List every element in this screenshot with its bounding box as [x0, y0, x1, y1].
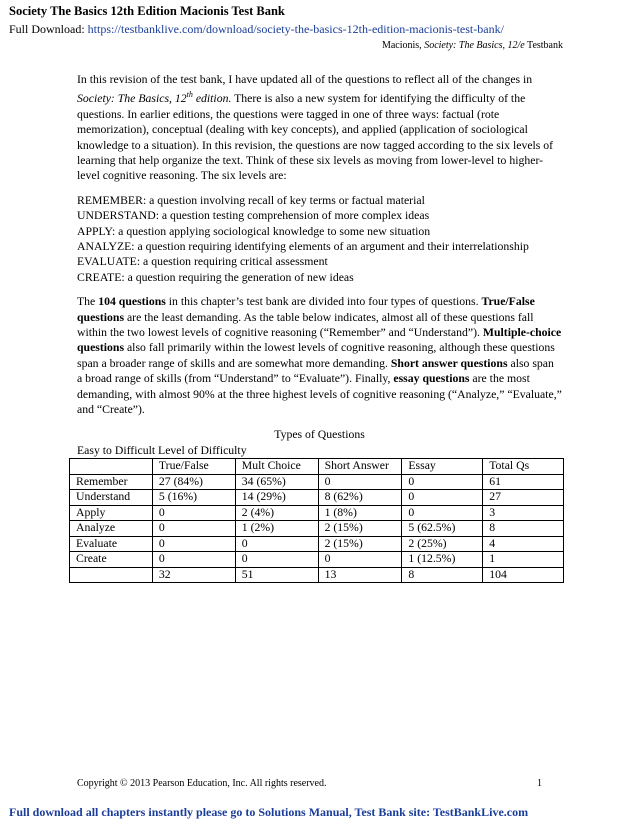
table-cell: 0	[318, 552, 402, 568]
table-cell: 1 (2%)	[235, 521, 318, 537]
header-cell: Total Qs	[483, 459, 564, 475]
table-cell: 1 (12.5%)	[402, 552, 483, 568]
table-cell: 0	[152, 536, 235, 552]
table-cell: 2 (15%)	[318, 536, 402, 552]
table-cell: 51	[235, 567, 318, 583]
download-banner[interactable]: Full download all chapters instantly please go to Solutions Manual, Test Bank site: TestBankLive.com	[9, 805, 529, 819]
header-cell: Mult Choice	[235, 459, 318, 475]
header-cell: Essay	[402, 459, 483, 475]
summary-bold: essay questions	[393, 372, 470, 386]
table-cell	[70, 567, 153, 583]
table-cell: 32	[152, 567, 235, 583]
table-cell: Evaluate	[70, 536, 153, 552]
page-body	[77, 72, 562, 583]
intro-text-1: In this revision of the test bank, I have updated all of the questions to reflect all of the changes in	[77, 73, 533, 86]
running-book: Society: The Basics, 12/e	[424, 40, 525, 51]
table-cell: Create	[70, 552, 153, 568]
intro-book-name: Society: The Basics, 12	[77, 92, 187, 106]
level-item: REMEMBER: a question involving recall of key terms or factual material	[77, 193, 425, 207]
download-line	[9, 22, 504, 37]
table-cell: 8 (62%)	[318, 490, 402, 506]
table-row	[70, 474, 564, 490]
summary-text: are the least demanding. As the table below indicates, almost all of these questions fall within the two lowest levels of cognitive reasoning (“Remember” and “Understand”).	[77, 310, 534, 339]
running-suffix: Testbank	[524, 40, 563, 51]
summary-bold: True/False questions	[77, 295, 535, 324]
table-cell: Analyze	[70, 521, 153, 537]
header-cell: Short Answer	[318, 459, 402, 475]
summary-paragraph	[77, 294, 562, 417]
table-cell: 3	[483, 505, 564, 521]
table-cell: 2 (25%)	[402, 536, 483, 552]
table-cell: 8	[483, 521, 564, 537]
table-cell: 5 (16%)	[152, 490, 235, 506]
summary-text: are the most demanding, with almost 90% at the three highest levels of cognitive reasoning (“Analyze,” “Evaluate,” and “Create”).	[77, 372, 562, 417]
table-cell: 104	[483, 567, 564, 583]
table-total-row	[70, 567, 564, 583]
table-cell: 0	[402, 474, 483, 490]
table-cell: 1 (8%)	[318, 505, 402, 521]
level-item: EVALUATE: a question requiring critical assessment	[77, 255, 328, 269]
summary-bold: Short answer questions	[390, 356, 508, 370]
table-row	[70, 505, 564, 521]
intro-text-2: There is also a new system for identifying the difficulty of the questions. In earlier editions, the questions were tagged in one of three ways: factual (rote memorization), conceptual (dealing with key concepts), and applied (application of sociological knowledge to a situation). In this revision, the questions are now tagged according to the six levels of learning that help organize the text. Think of these six levels as moving from lower-level to higher-level cognitive reasoning. The six levels are:	[77, 92, 554, 183]
table-cell: 34 (65%)	[235, 474, 318, 490]
download-label: Full Download:	[9, 22, 88, 36]
download-link[interactable]: https://testbanklive.com/download/society-the-basics-12th-edition-macionis-test-bank/	[87, 22, 504, 36]
intro-book-sup: th	[186, 90, 193, 100]
level-item: UNDERSTAND: a question testing comprehension of more complex ideas	[77, 209, 430, 223]
table-cell: 8	[402, 567, 483, 583]
level-item: CREATE: a question requiring the generation of new ideas	[77, 270, 354, 284]
level-item: ANALYZE: a question requiring identifying elements of an argument and their interrelationship	[77, 239, 529, 253]
running-header	[382, 40, 563, 51]
summary-text: The	[77, 295, 99, 309]
copyright-notice: Copyright © 2013 Pearson Education, Inc. All rights reserved.	[77, 778, 327, 789]
document-title: Society The Basics 12th Edition Macionis Test Bank	[9, 4, 285, 18]
table-header-row	[70, 459, 564, 475]
intro-paragraph	[77, 72, 562, 184]
summary-bold: 104 questions	[98, 295, 166, 309]
table-cell: 1	[483, 552, 564, 568]
table-cell: 0	[402, 490, 483, 506]
question-types-table	[69, 458, 564, 583]
table-cell: Remember	[70, 474, 153, 490]
table-cell: 0	[402, 505, 483, 521]
table-cell: 2 (15%)	[318, 521, 402, 537]
table-row	[70, 536, 564, 552]
table-cell: 61	[483, 474, 564, 490]
table-cell: Apply	[70, 505, 153, 521]
table-cell: 2 (4%)	[235, 505, 318, 521]
table-title: Types of Questions	[274, 428, 365, 442]
table-cell: 0	[235, 552, 318, 568]
table-row	[70, 490, 564, 506]
intro-book-title	[77, 92, 231, 105]
summary-text: also span a broad range of skills (from “Understand” to “Evaluate”). Finally,	[77, 356, 554, 386]
page-number: 1	[537, 778, 542, 789]
levels-list	[77, 193, 562, 285]
summary-bold: Multiple-choice questions	[77, 326, 562, 355]
table-cell: 13	[318, 567, 402, 583]
table-cell: Understand	[70, 490, 153, 506]
table-cell: 0	[152, 552, 235, 568]
table-cell: 0	[152, 521, 235, 537]
table-cell: 27	[483, 490, 564, 506]
table-caption: Easy to Difficult Level of Difficulty	[77, 443, 247, 457]
header-cell	[70, 459, 153, 475]
table-cell: 0	[152, 505, 235, 521]
table-cell: 0	[318, 474, 402, 490]
table-cell: 14 (29%)	[235, 490, 318, 506]
table-cell: 27 (84%)	[152, 474, 235, 490]
table-cell: 0	[235, 536, 318, 552]
summary-text: in this chapter’s test bank are divided into four types of questions.	[165, 295, 482, 309]
running-author: Macionis,	[381, 40, 425, 51]
summary-text: also fall primarily within the lowest levels of cognitive reasoning, although these questions span a broader range of skills and are somewhat more demanding.	[77, 341, 555, 370]
table-row	[70, 552, 564, 568]
table-cell: 5 (62.5%)	[402, 521, 483, 537]
table-cell: 4	[483, 536, 564, 552]
table-row	[70, 521, 564, 537]
intro-book-edition: edition.	[192, 92, 232, 106]
header-cell: True/False	[152, 459, 235, 475]
level-item: APPLY: a question applying sociological knowledge to some new situation	[77, 224, 431, 238]
